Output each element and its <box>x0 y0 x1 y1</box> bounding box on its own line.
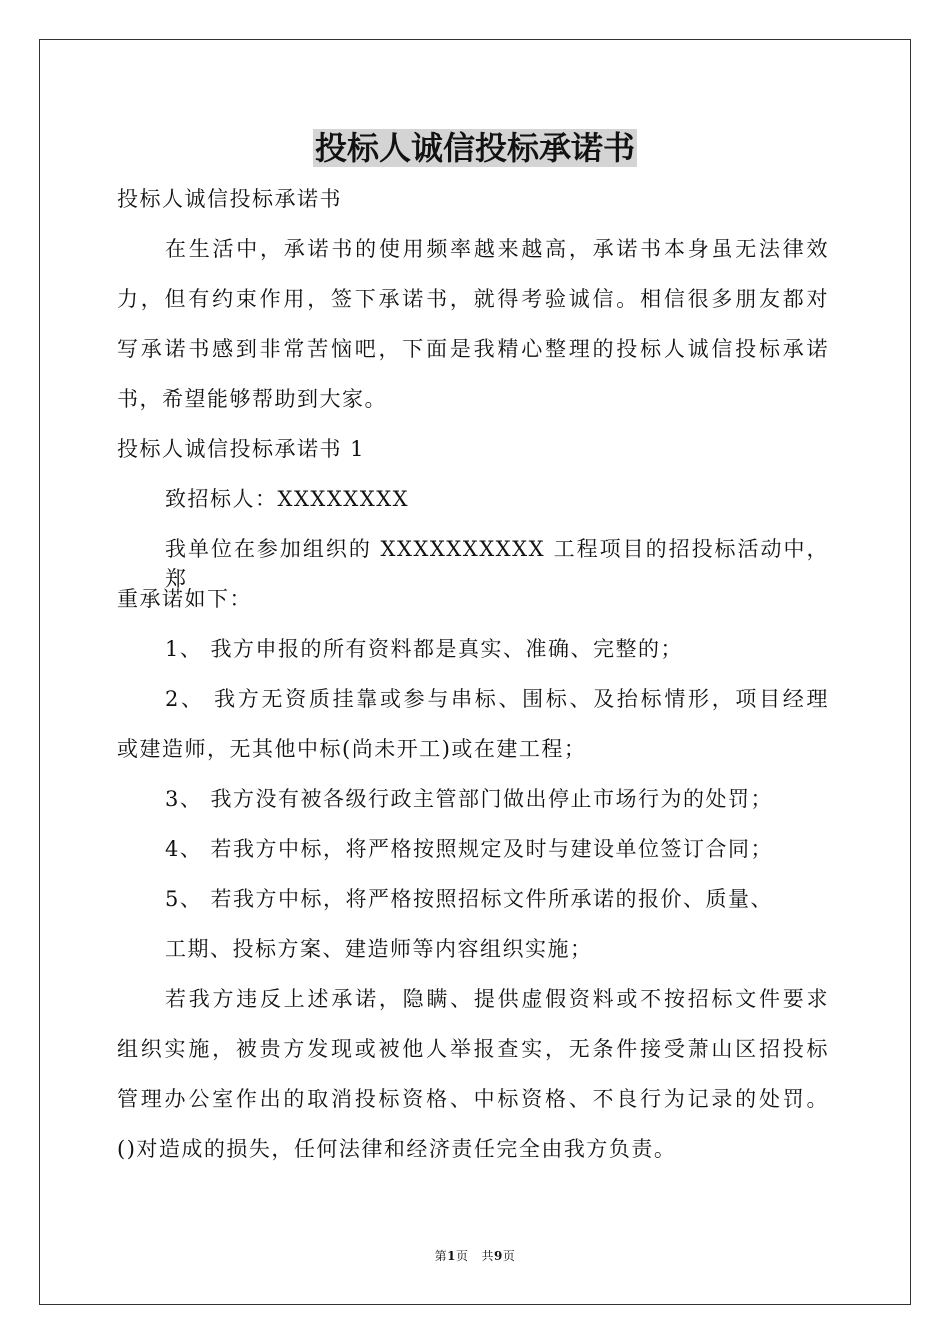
intro-line-4: 书，希望能够帮助到大家。 <box>117 387 387 411</box>
page-footer <box>0 1247 950 1265</box>
closing-line-2: 组织实施，被贵方发现或被他人举报查实，无条件接受萧山区招投标 <box>117 1037 829 1061</box>
footer-page-suffix: 页 <box>456 1249 469 1263</box>
commitment-item-3: 3、 我方没有被各级行政主管部门做出停止市场行为的处罚； <box>165 787 774 811</box>
footer-page-number: 1 <box>447 1249 456 1263</box>
closing-line-3: 管理办公室作出的取消投标资格、中标资格、不良行为记录的处罚。 <box>117 1087 829 1111</box>
intro-line-1: 在生活中，承诺书的使用频率越来越高，承诺书本身虽无法律效 <box>165 237 829 261</box>
document-title-text: 投标人诚信投标承诺书 <box>314 129 635 167</box>
commitment-item-4: 4、 若我方中标，将严格按照规定及时与建设单位签订合同； <box>165 837 774 861</box>
intro-line-3: 写承诺书感到非常苦恼吧，下面是我精心整理的投标人诚信投标承诺 <box>117 337 829 361</box>
statement-line-1: 我单位在参加组织的 XXXXXXXXXX 工程项目的招投标活动中，郑 <box>165 537 829 591</box>
statement-line-2: 重承诺如下： <box>117 587 252 611</box>
commitment-item-2: 2、 我方无资质挂靠或参与串标、围标、及抬标情形，项目经理 <box>165 687 829 711</box>
document-subtitle: 投标人诚信投标承诺书 <box>117 187 342 211</box>
commitment-item-2-cont: 或建造师，无其他中标(尚未开工)或在建工程； <box>117 737 587 761</box>
closing-line-1: 若我方违反上述承诺，隐瞒、提供虚假资料或不按招标文件要求 <box>165 987 829 1011</box>
commitment-item-5: 5、 若我方中标，将严格按照招标文件所承诺的报价、质量、 <box>165 887 774 911</box>
salutation: 致招标人：XXXXXXXX <box>165 487 410 511</box>
closing-line-4: ()对造成的损失，任何法律和经济责任完全由我方负责。 <box>117 1137 677 1161</box>
document-title <box>0 126 950 170</box>
footer-total-suffix: 页 <box>502 1249 516 1263</box>
footer-total-pages: 9 <box>493 1249 503 1263</box>
footer-total-prefix: 共 <box>481 1249 494 1263</box>
commitment-item-1: 1、 我方申报的所有资料都是真实、准确、完整的； <box>165 637 684 661</box>
page-border <box>39 39 911 1305</box>
intro-line-2: 力，但有约束作用，签下承诺书，就得考验诚信。相信很多朋友都对 <box>117 287 829 311</box>
commitment-item-5-cont: 工期、投标方案、建造师等内容组织实施； <box>165 937 593 961</box>
footer-page-prefix: 第 <box>434 1249 448 1263</box>
section-heading: 投标人诚信投标承诺书 1 <box>117 437 366 461</box>
